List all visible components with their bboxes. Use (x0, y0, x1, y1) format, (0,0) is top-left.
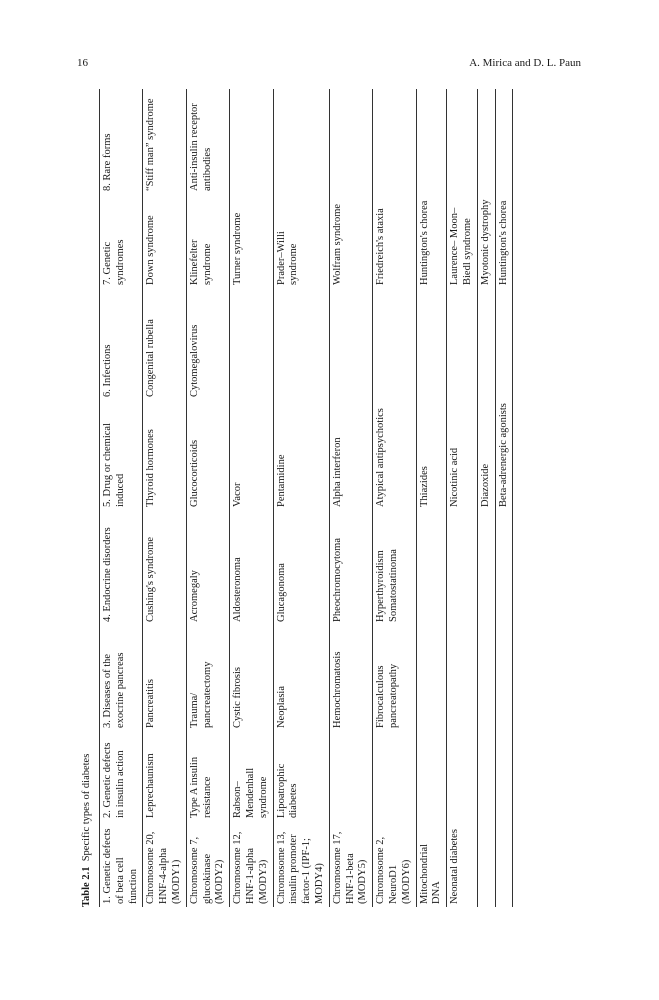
table-cell (495, 625, 513, 731)
table-cell (477, 731, 495, 821)
table-cell (329, 89, 372, 194)
table-cell: Type A insulin resistance (186, 731, 229, 821)
table-cell: Turner syndrome (230, 194, 273, 288)
table-cell: Klinefelter syndrome (186, 194, 229, 288)
column-header-6: 6. Infections (100, 288, 143, 400)
table-cell: Diazoxide (477, 400, 495, 510)
rotated-table-block (78, 89, 580, 907)
table-cell (495, 731, 513, 821)
table-cell: Neonatal diabetes (447, 821, 478, 907)
table-cell: Cushing's syndrome (143, 510, 186, 625)
column-header-4: 4. Endocrine disorders (100, 510, 143, 625)
table-cell: Chromosome 13, insulin promoter factor-1 (IPF-1; MODY4) (273, 821, 329, 907)
table-row (416, 89, 447, 907)
table-cell (477, 288, 495, 400)
table-cell: Glucocorticoids (186, 400, 229, 510)
table-cell (373, 89, 416, 194)
table-cell: Down syndrome (143, 194, 186, 288)
table-row (273, 89, 329, 907)
table-cell (477, 625, 495, 731)
table-cell: Chromosome 7, glucokinase (MODY2) (186, 821, 229, 907)
table-row (447, 89, 478, 907)
table-cell (495, 821, 513, 907)
column-header-2: 2. Genetic defects in insulin action (100, 731, 143, 821)
table-title: Specific types of diabetes (81, 753, 92, 862)
table-cell (230, 288, 273, 400)
table-label: Table 2.1 (81, 866, 92, 907)
table-body (143, 89, 513, 907)
table-cell: Vacor (230, 400, 273, 510)
table-cell (373, 731, 416, 821)
table-row (477, 89, 495, 907)
table-cell (447, 288, 478, 400)
table-cell: Glucagonoma (273, 510, 329, 625)
table-header-row (100, 89, 143, 907)
table-cell (477, 89, 495, 194)
table-cell: Acromegaly (186, 510, 229, 625)
page-number: 16 (77, 57, 88, 69)
table-cell (495, 510, 513, 625)
column-header-1: 1. Genetic defects of beta cell function (100, 821, 143, 907)
table-cell: Myotonic dystrophy (477, 194, 495, 288)
table-cell (477, 510, 495, 625)
table-cell: Anti-insulin receptor antibodies (186, 89, 229, 194)
table-cell: Friedreich's ataxia (373, 194, 416, 288)
table-cell (477, 821, 495, 907)
table-cell (273, 89, 329, 194)
table-cell: Pheochromocytoma (329, 510, 372, 625)
table-cell: Beta-adrenergic agonists (495, 400, 513, 510)
table-cell: Laurence– Moon–Biedl syndrome (447, 194, 478, 288)
table-row (143, 89, 186, 907)
table-cell: Trauma/ pancreatectomy (186, 625, 229, 731)
table-cell (416, 510, 447, 625)
table-cell (329, 731, 372, 821)
table-cell: Hemochromatosis (329, 625, 372, 731)
table-cell: Alpha interferon (329, 400, 372, 510)
table-cell: Lipoatrophic diabetes (273, 731, 329, 821)
table-cell: Fibrocalculous pancreatopathy (373, 625, 416, 731)
table-cell (447, 625, 478, 731)
table-cell: Congenital rubella (143, 288, 186, 400)
column-header-8: 8. Rare forms (100, 89, 143, 194)
table-cell (447, 510, 478, 625)
table-cell: Chromosome 12, HNF-1-alpha (MODY3) (230, 821, 273, 907)
table-caption (78, 89, 99, 907)
table-cell: Rabson– Mendenhall syndrome (230, 731, 273, 821)
table-cell (416, 288, 447, 400)
table-row (230, 89, 273, 907)
table-cell: Pancreatitis (143, 625, 186, 731)
table-cell: Cystic fibrosis (230, 625, 273, 731)
table-cell: Mitochondrial DNA (416, 821, 447, 907)
table-cell: Chromosome 17, HNF-1-beta (MODY5) (329, 821, 372, 907)
table-cell: Aldosteronoma (230, 510, 273, 625)
table-cell: Pentamidine (273, 400, 329, 510)
table-cell: Leprechaunism (143, 731, 186, 821)
table-cell: “Stiff man” syndrome (143, 89, 186, 194)
table-cell (495, 89, 513, 194)
table-cell (329, 288, 372, 400)
table-cell (447, 89, 478, 194)
column-header-3: 3. Diseases of the exocrine pancreas (100, 625, 143, 731)
table-cell (373, 288, 416, 400)
table-cell: Neoplasia (273, 625, 329, 731)
table-cell: Huntington's chorea (495, 194, 513, 288)
table-cell (273, 288, 329, 400)
table-row (373, 89, 416, 907)
table-cell: Chromosome 2, NeuroD1 (MODY6) (373, 821, 416, 907)
table-cell: Thyroid hormones (143, 400, 186, 510)
table-cell: Hyperthyroidism Somatostatinoma (373, 510, 416, 625)
column-header-5: 5. Drug or chemical induced (100, 400, 143, 510)
table-cell (230, 89, 273, 194)
table-row (495, 89, 513, 907)
table-cell (416, 89, 447, 194)
table-cell: Atypical antipsychotics (373, 400, 416, 510)
table-cell (416, 731, 447, 821)
table-row (329, 89, 372, 907)
table-cell: Nicotinic acid (447, 400, 478, 510)
table-cell: Thiazides (416, 400, 447, 510)
table-cell: Chromosome 20, HNF-4-alpha (MODY1) (143, 821, 186, 907)
table-cell (416, 625, 447, 731)
table-row (186, 89, 229, 907)
column-header-7: 7. Genetic syndromes (100, 194, 143, 288)
table-cell (495, 288, 513, 400)
table-cell (447, 731, 478, 821)
table-cell: Huntington's chorea (416, 194, 447, 288)
table-cell: Wolfram syndrome (329, 194, 372, 288)
running-head: A. Mirica and D. L. Paun (469, 57, 581, 69)
table-cell: Prader–Willi syndrome (273, 194, 329, 288)
diabetes-types-table (99, 89, 513, 907)
table-cell: Cytomegalovirus (186, 288, 229, 400)
